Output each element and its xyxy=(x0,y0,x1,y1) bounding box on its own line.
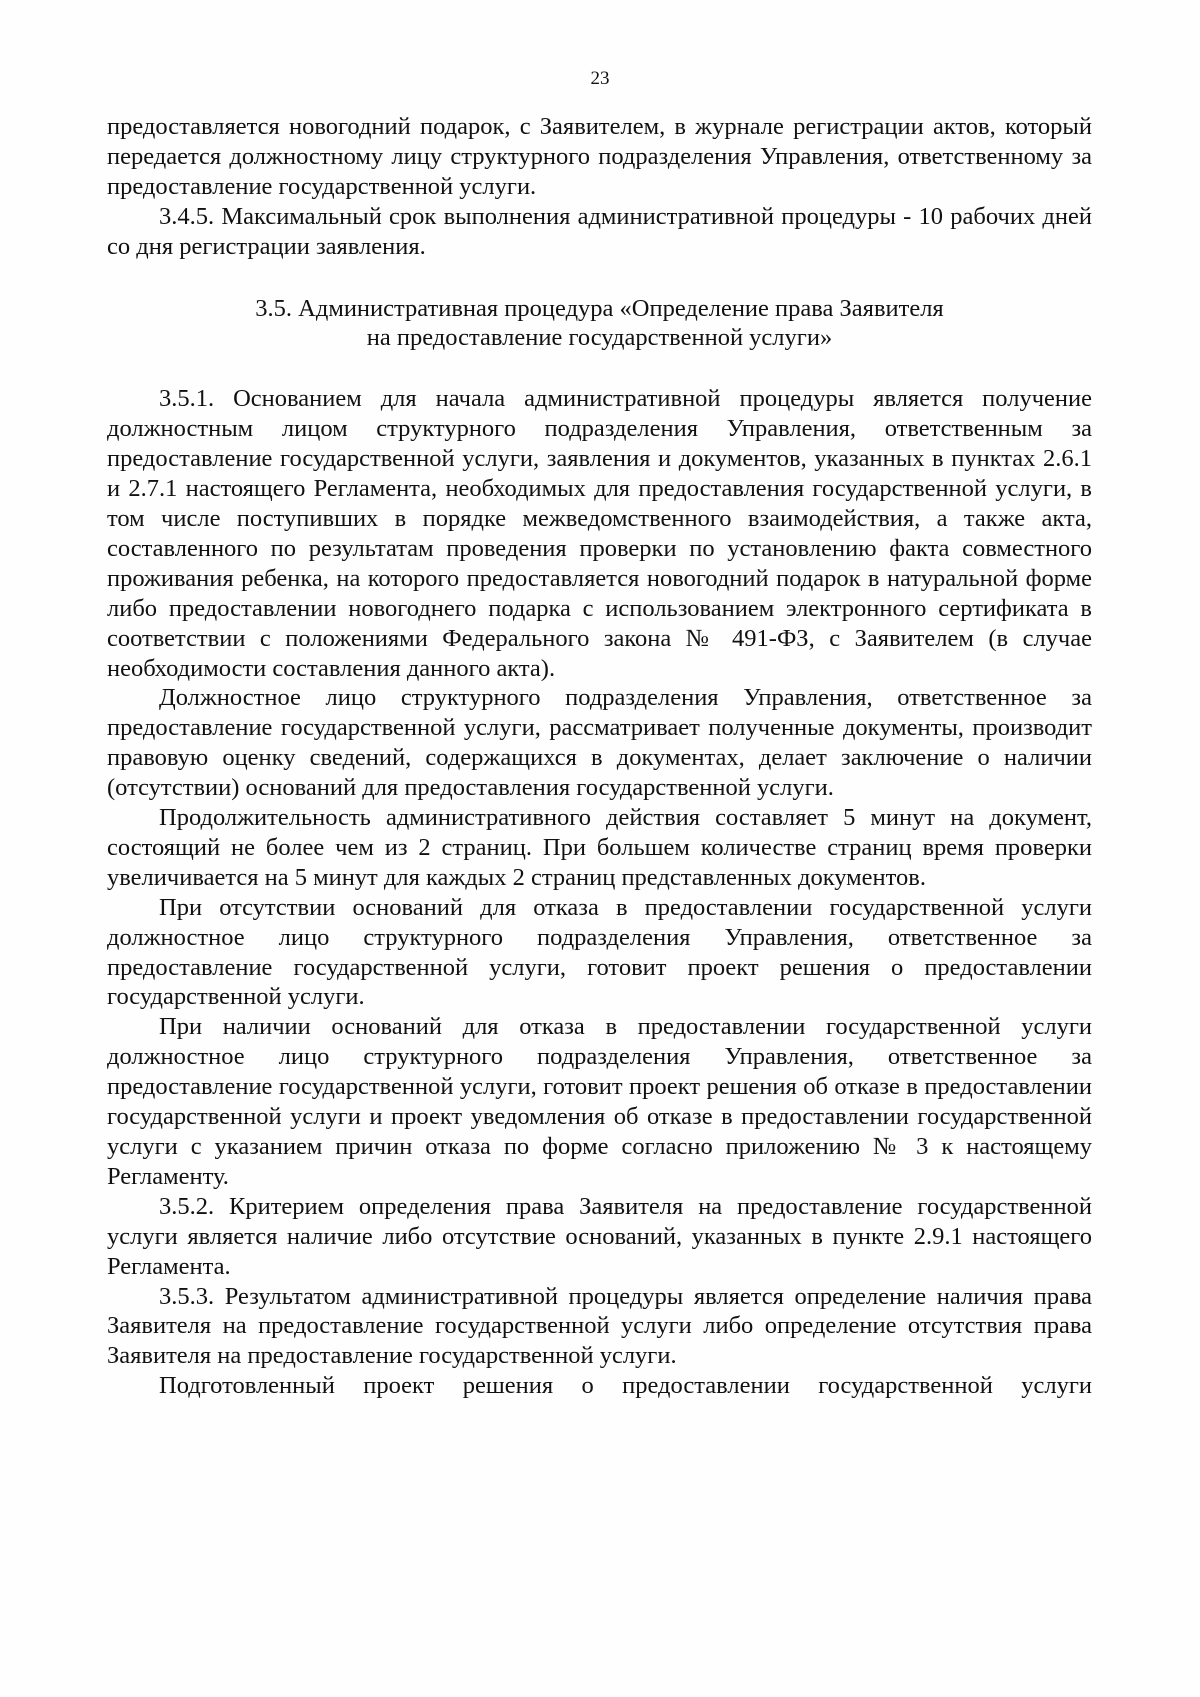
section-heading-line-1: 3.5. Административная процедура «Определение права Заявителя xyxy=(255,294,944,322)
paragraph-3-5-3: 3.5.3. Результатом административной процедуры является определение наличия права Заявителя на предоставление государственной услуги либо определение отсутствия права Заявителя на предоставление государственной услуги. xyxy=(107,1282,1092,1370)
paragraph-duration: Продолжительность административного действия составляет 5 минут на документ, состоящий не более чем из 2 страниц. При большем количестве страниц время проверки увеличивается на 5 минут для каждых 2 страниц представленных документов. xyxy=(107,804,1092,891)
paragraph-official-reviews: Должностное лицо структурного подразделения Управления, ответственное за предоставление государственной услуги, рассматривает полученные документы, производит правовую оценку сведений, содержащихся в документах, делает заключение о наличии (отсутствии) оснований для предоставления государственной услуги. xyxy=(107,684,1092,802)
paragraph-continuation: предоставляется новогодний подарок, с Заявителем, в журнале регистрации актов, который передается должностному лицу структурного подразделения Управления, ответственному за предоставление государственной услуги. xyxy=(107,113,1092,200)
paragraph-grounds-refusal: При наличии оснований для отказа в предоставлении государственной услуги должностное лицо структурного подразделения Управления, ответственное за предоставление государственной услуги, готовит проект решения об отказе в предоставлении государственной услуги и проект уведомления об отказе в предоставлении государственной услуги с указанием причин отказа по форме согласно приложению № 3 к настоящему Регламенту. xyxy=(107,1013,1092,1190)
page-number: 23 xyxy=(590,68,610,89)
paragraph-3-5-1: 3.5.1. Основанием для начала административной процедуры является получение должностным лицом структурного подразделения Управления, ответственным за предоставление государственной услуги, заявления и документов, указанных в пунктах 2.6.1 и 2.7.1 настоящего Регламента, необходимых для предоставления государственной услуги, в том числе поступивших в порядке межведомственного взаимодействия, а также акта, составленного по результатам проведения проверки по установлению факта совместного проживания ребенка, на которого предоставляется новогодний подарок в натуральной форме либо предоставлении новогоднего подарка с использованием электронного сертификата в соответствии с положениями Федерального закона № 491-ФЗ, с Заявителем (в случае необходимости составления данного акта). xyxy=(107,385,1092,682)
section-heading-line-2: на предоставление государственной услуги» xyxy=(366,324,833,352)
document-body xyxy=(107,112,1092,1401)
paragraph-prepared-draft: Подготовленный проект решения о предоставлении государственной услуги xyxy=(159,1372,1092,1400)
paragraph-3-4-5: 3.4.5. Максимальный срок выполнения административной процедуры - 10 рабочих дней со дня регистрации заявления. xyxy=(107,202,1092,260)
paragraph-no-grounds: При отсутствии оснований для отказа в предоставлении государственной услуги должностное лицо структурного подразделения Управления, ответственное за предоставление государственной услуги, готовит проект решения о предоставлении государственной услуги. xyxy=(107,893,1092,1011)
section-heading-3-5 xyxy=(107,294,1092,354)
paragraph-3-5-2: 3.5.2. Критерием определения права Заявителя на предоставление государственной услуги является наличие либо отсутствие оснований, указанных в пункте 2.9.1 настоящего Регламента. xyxy=(107,1192,1092,1280)
